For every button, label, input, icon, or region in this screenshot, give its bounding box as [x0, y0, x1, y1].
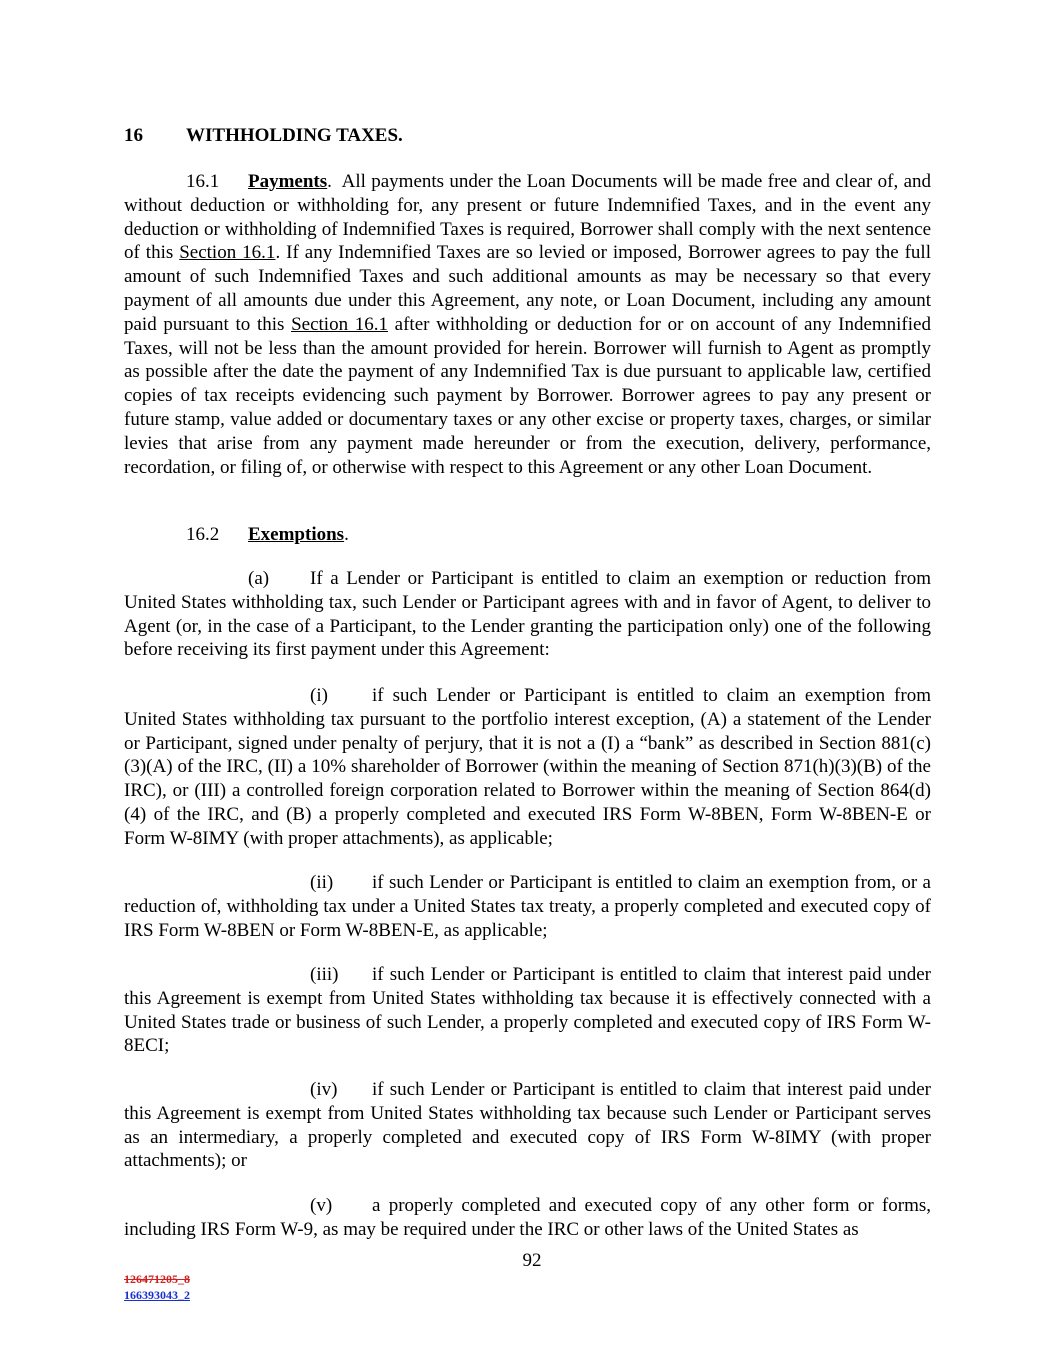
clause-a — [124, 567, 931, 662]
item-label: (iv) — [310, 1079, 338, 1100]
doc-id-deleted: 126471205_8 — [124, 1272, 190, 1286]
subsection-heading: Exemptions — [248, 524, 345, 545]
item-i — [124, 684, 931, 851]
subsection-number: 16.1 — [186, 171, 220, 192]
item-text: if such Lender or Participant is entitled to claim an exemption from United States withholding tax pursuant to the portfolio interest exception, (A) a statement of the Lender or Participant, signed under penalty of perjury, that it is not a (I) a “bank” as described in Section 881(c)(3)(A) of the IRC, (II) a 10% shareholder of Borrower (within the meaning of Section 871(h)(3)(B) of the IRC), or (III) a controlled foreign corporation related to Borrower within the meaning of Section 864(d)(4) of the IRC, and (B) a properly completed and executed IRS Form W-8BEN, Form W-8BEN-E or Form W-8IMY (with proper attachments), as applicable; — [124, 685, 931, 849]
item-text: a properly completed and executed copy of any other form or forms, including IRS Form W-9, as may be required under the IRC or other laws of the United States as — [124, 1195, 931, 1240]
cross-reference: Section 16.1 — [179, 242, 276, 264]
item-text: if such Lender or Participant is entitled to claim an exemption from, or a reduction of, withholding tax under a United States tax treaty, a properly completed and executed copy of IRS Form W-8BEN or Form W-8BEN-E, as applicable; — [124, 872, 931, 941]
heading-period: . — [327, 171, 332, 192]
list-item — [124, 1078, 931, 1173]
heading-period: . — [344, 524, 349, 545]
subsection-heading-line — [124, 523, 931, 547]
list-item — [124, 871, 931, 942]
item-text: if such Lender or Participant is entitled to claim that interest paid under this Agreement is exempt from United States withholding tax because such Lender or Participant serves as an intermediary, a properly completed and executed copy of IRS Form W-8IMY (with proper attachments); or — [124, 1079, 931, 1172]
clause-paragraph — [124, 567, 931, 662]
item-iii — [124, 963, 931, 1058]
list-item — [124, 684, 931, 851]
subsection-heading: Payments — [248, 171, 328, 192]
section-heading — [124, 125, 403, 147]
clause-label: (a) — [248, 568, 270, 589]
paragraph-16-1 — [124, 170, 931, 479]
section-title: WITHHOLDING TAXES. — [186, 125, 403, 146]
section-16-2 — [124, 523, 931, 547]
item-label: (iii) — [310, 964, 339, 985]
section-number: 16 — [124, 125, 143, 146]
item-ii — [124, 871, 931, 942]
list-item — [124, 963, 931, 1058]
clause-text: If a Lender or Participant is entitled to claim an exemption or reduction from United States withholding tax, such Lender or Participant agrees with and in favor of Agent, to deliver to Agent (or, in the case of a Participant, to the Lender granting the participation only) one of the following before receiving its first payment under this Agreement: — [124, 568, 931, 661]
item-text: if such Lender or Participant is entitled to claim that interest paid under this Agreement is exempt from United States withholding tax because it is effectively connected with a United States trade or business of such Lender, a properly completed and executed copy of IRS Form W-8ECI; — [124, 964, 931, 1057]
doc-id-inserted: 166393043_2 — [124, 1288, 190, 1302]
item-label: (i) — [310, 685, 328, 706]
paragraph-text: . If any Indemnified Taxes are so levied or imposed, Borrower agrees to pay the full amount of such Indemnified Taxes and such additional amounts as may be necessary so that every payment of all amounts due under this Agreement, any note, or Loan Document, including any amount paid pursuant to this — [124, 242, 931, 335]
paragraph-text: All payments under the Loan Documents will be made free and clear of, and without deduction or withholding for, any present or future Indemnified Taxes, and in the event any deduction or withholding of Indemnified Taxes is required, Borrower shall comply with the next sentence of this — [124, 171, 931, 264]
list-item — [124, 1194, 931, 1242]
section-16-1 — [124, 170, 931, 479]
subsection-number: 16.2 — [186, 524, 220, 545]
item-label: (v) — [310, 1195, 333, 1216]
cross-reference: Section 16.1 — [291, 313, 388, 335]
item-label: (ii) — [310, 872, 334, 893]
item-iv — [124, 1078, 931, 1173]
page-number: 92 — [522, 1250, 542, 1271]
item-v — [124, 1194, 931, 1242]
paragraph-text: after withholding or deduction for or on account of any Indemnified Taxes, will not be less than the amount provided for herein. Borrower will furnish to Agent as promptly as possible after the date the payment of any Indemnified Tax is due pursuant to applicable law, certified copies of tax receipts evidencing such payment by Borrower. Borrower agrees to pay any present or future stamp, value added or documentary taxes or any other excise or property taxes, charges, or similar levies that arise from any payment made hereunder or from the execution, delivery, performance, recordation, or filing of, or otherwise with respect to this Agreement or any other Loan Document. — [124, 313, 931, 478]
